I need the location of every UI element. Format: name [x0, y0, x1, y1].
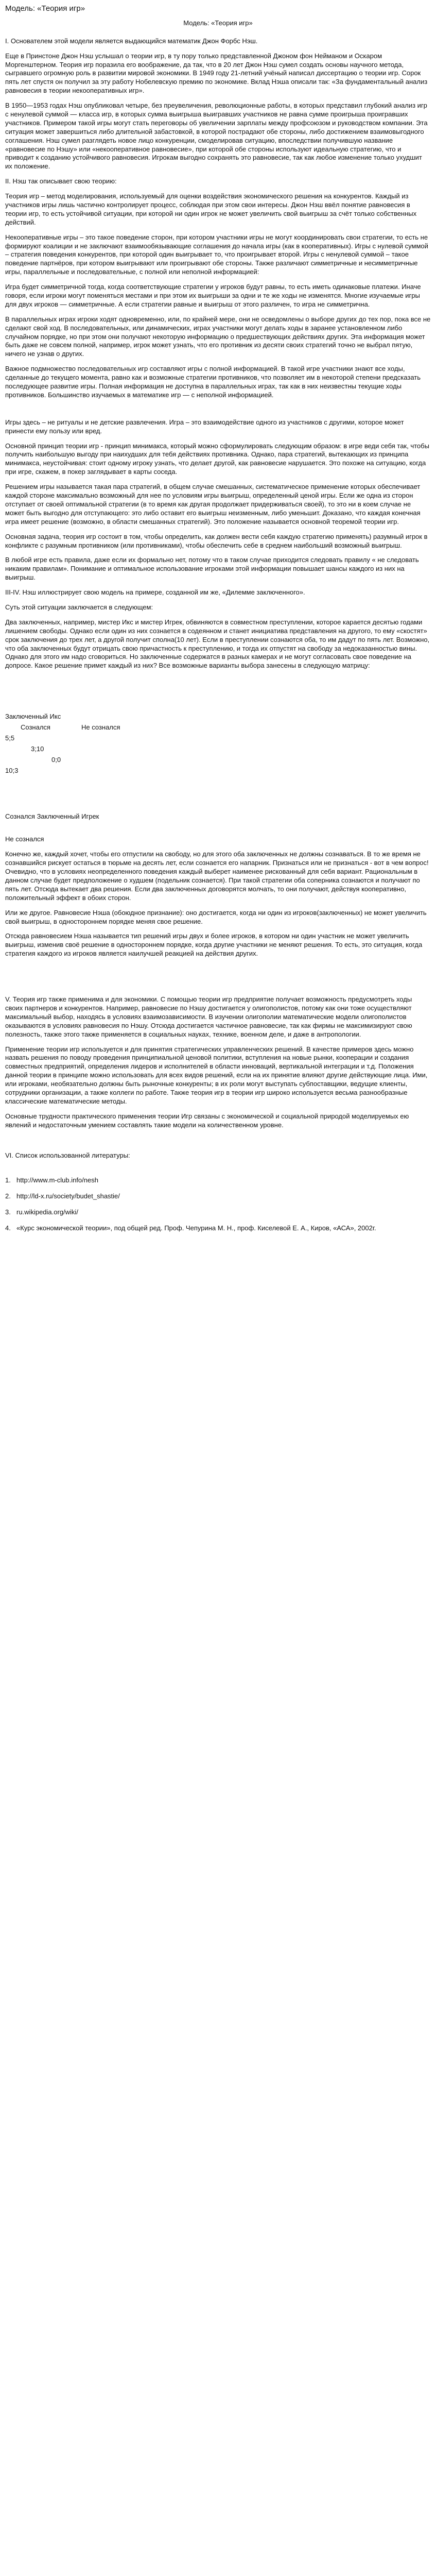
- matrix-cell: 3;10: [31, 744, 44, 753]
- paragraph: Конечно же, каждый хочет, чтобы его отпустили на свободу, но для этого оба заключенных не должны сознаваться. В то же время не сознавшийся рискует остаться в тюрьме на десять лет, если сознается его напарник. Признаться или не признаться - вот в чем вопрос! Очевидно, что в условиях неопределенного поведения каждый выберет наименее рискованный для себя вариант. Рациональным в данном случае будет предположение о худшем (подельник сознается). При такой стратегии оба соперника сознаются и получают по пять лет. Отсюда вытекает два решения. Если два заключенных договорятся молчать, то они получают, действуя кооперативно, положительный эффект в обоих сторон.: [5, 850, 429, 902]
- paragraph: Важное подмножество последовательных игр составляют игры с полной информацией. В такой игре участники знают все ходы, сделанные до текущего момента, равно как и возможные стратегии противников, что позволяет им в некоторой степени предсказать последующее развитие игры. Полная информация не доступна в параллельных играх, так как в них неизвестны текущие ходы противников. Большинство изучаемых в математике игр — с неполной информацией.: [5, 365, 421, 399]
- matrix-header-row: [5, 723, 431, 732]
- paragraph: Применение теории игр используется и для принятия стратегических управленческих решений. В качестве примеров здесь можно назвать решения по поводу проведения принципиальной ценовой политики, вступления на новые рынки, кооперации и создания совместных предприятий, определения лидеров и исполнителей в области инноваций, вертикальной интеграции и т.д. Положения данной теории в принципе можно использовать для всех видов решений, если на их принятие влияют другие действующие лица. Ими, или игроками, необязательно должны быть рыночные конкуренты; в их роли могут выступать субпоставщики, ведущие клиенты, сотрудники организации, а также коллеги по работе. Также теория игр в теории игр широко используется весьма разнообразные классические математические методы.: [5, 1045, 428, 1105]
- paragraph: Основная задача, теория игр состоит в том, чтобы определить, как должен вести себя каждую стратегию применять) разумный игрок в конфликте с разумным противником (или противниками), чтобы обеспечить себе в среднем наибольший возможный выигрыш.: [5, 532, 428, 549]
- paragraph: III-IV. Нэш иллюстрирует свою модель на примере, созданной им же, «Дилемме заключенного».: [5, 588, 305, 597]
- spacer: [5, 1136, 431, 1151]
- paragraph: Решением игры называется такая пара стратегий, в общем случае смешанных, систематическое применение которых обеспечивает каждой стороне максимально возможный для нее по условиям игры выигрыш, определенный ценой игры. Если же одна из сторон отступает от своей оптимальной стратегии (в то время как другая продолжает придерживаться своей), то это ни в коем случае не может быть выгодно для отступающего: это либо оставит его выигрыш неизменным, либо уменьшит. Доказано, что каждая конечная игра имеет решение (возможно, в области смешанных стратегий). Это положение называется основной теоремой теории игр.: [5, 483, 421, 526]
- document-page: [0, 4, 436, 1233]
- matrix-row-label: Сознался Заключенный Игрек: [5, 812, 99, 820]
- paragraph: В любой игре есть правила, даже если их формально нет, потому что в таком случае приходится следовать правилу « не следовать никаким правилам». Понимание и оптимальное использование игроками этой информации повышает шансы каждого из них на выигрыш.: [5, 556, 419, 582]
- reference-item: 2. http://ld-x.ru/society/budet_shastie/: [5, 1192, 120, 1200]
- paragraph: Игры здесь – не ритуалы и не детские развлечения. Игра – это взаимодействие одного из участников с другими, которое может принести ему пользу или вред.: [5, 418, 404, 435]
- paragraph: Теория игр – метод моделирования, используемый для оценки воздействия экономического решения на конкурентов. Каждый из участников игры лишь частично контролирует процесс, соблюдая при этом свои интересы. Джон Нэш ввёл понятие равновесия в теории игр, то есть устойчивой ситуации, при которой ни один игрок не может увеличить свой выигрыш за счёт только собственных действий.: [5, 192, 417, 226]
- matrix-title: Заключенный Икс: [5, 713, 61, 721]
- paragraph: I. Основателем этой модели является выдающийся математик Джон Форбс Нэш.: [5, 37, 258, 45]
- paragraph: Отсюда равновесием Нэша называется тип решений игры двух и более игроков, в котором ни один участник не может увеличить выигрыш, изменив своё решение в одностороннем порядке, когда другие участники не меняют решения. То есть, это ситуация, когда стратегия каждого из игроков является наилучшей реакцией на действия других.: [5, 932, 423, 958]
- reference-link[interactable]: http://ld-x.ru/society/budet_shastie/: [16, 1192, 120, 1200]
- spacer: [5, 676, 431, 713]
- paragraph: Игра будет симметричной тогда, когда соответствующие стратегии у игроков будут равны, то есть иметь одинаковые платежи. Иначе говоря, если игроки могут поменяться местами и при этом их выигрыши за одни и те же ходы не изменятся. Многие изучаемые игры для двух игроков — симметричные. А если стратегии равные и выигрыш от этого различен, то игра не симметрична.: [5, 283, 421, 308]
- matrix-col-not-confessed: Не сознался: [81, 723, 120, 732]
- paragraph: В 1950—1953 годах Нэш опубликовал четыре, без преувеличения, революционные работы, в которых представил глубокий анализ игр с ненулевой суммой — класса игр, в которых сумма выигрыша выигравших участников не равна сумме проигрыша проигравших участников. Примером такой игры могут стать переговоры об увеличении зарплаты между профсоюзом и руководством компании. Эта ситуация может завершиться либо длительной забастовкой, в которой пострадают обе стороны, либо достижением взаимовыгодного соглашения. Нэш сумел разглядеть новое лицо конкуренции, смоделировав ситуацию, впоследствии получившую название «равновесие по Нэшу» или «некооперативное равновесие», при которой обе стороны используют идеальную стратегию, что и приводит к созданию устойчивого равновесия. Игрокам выгодно сохранять это равновесие, так как любое изменение только ухудшит их положение.: [5, 101, 428, 171]
- matrix-cell: 10;3: [5, 766, 19, 774]
- reference-link[interactable]: ru.wikipedia.org/wiki/: [16, 1208, 78, 1216]
- references-title: VI. Список использованной литературы:: [5, 1151, 130, 1159]
- payoff-matrix: [5, 713, 431, 844]
- paragraph: II. Нэш так описывает свою теорию:: [5, 177, 117, 185]
- paragraph: Основной принцип теории игр - принцип минимакса, который можно сформулировать следующим образом: в игре веди себя так, чтобы получить наибольшую выгоду при наихудших для тебя действиях противника. Однако, пара стратегий, вытекающих из принципа минимакса, неустойчивая: стоит одному игроку узнать, что делает другой, как равновесие нарушается. Это похоже на ситуацию, когда при игре, скажем, в покер заглядывает в карты соседа.: [5, 442, 429, 476]
- reference-text: «Курс экономической теории», под общей ред. Проф. Чепурина М. Н., проф. Киселевой Е. А., Киров, «АСА», 2002г.: [16, 1224, 376, 1232]
- document-title: Модель: «Теория игр»: [5, 4, 85, 13]
- reference-item: 4. «Курс экономической теории», под общей ред. Проф. Чепурина М. Н., проф. Киселевой Е. А., Киров, «АСА», 2002г.: [5, 1224, 376, 1232]
- paragraph: Два заключенных, например, мистер Икс и мистер Игрек, обвиняются в совместном преступлении, которое карается десятью годами лишением свободы. Однако если один из них сознается в содеянном и станет инициатива представления на другого, то ему «скостят» срок заключения до трех лет, а другой получит сполна(10 лет). Если в преступлении сознаются оба, то им дадут по пять лет. Возможно, что оба заключенных будут отрицать свою причастность к преступлению, и тогда их отпустят на свободу за недоказанностью вины. Однако для этого им надо сговориться. Но заключенные содержатся в разных камерах и не могут согласовать свое поведение на допросе. Какое решение примет каждый из них? Все возможные варианты выбора занесены в следующую матрицу:: [5, 618, 430, 670]
- paragraph: V. Теория игр также применима и для экономики. С помощью теории игр предприятие получает возможность предусмотреть ходы своих партнеров и конкурентов. Например, равновесие по Нэшу достигается у олигополистов, потому как они тоже осуществляют максимальный выбор, находясь в условиях взаимозависимости. В изучении олигополии математические модели олигополистов оказываются в условиях равновесия по Нэшу. Отсюда достигается частичное равновесие, так как фирмы не максимизируют свою полезность, также этого также применяется в социальных науках, технике, военном деле, и даже в антропологии.: [5, 995, 412, 1038]
- spacer: [5, 964, 431, 995]
- reference-item: 3. ru.wikipedia.org/wiki/: [5, 1208, 78, 1216]
- paragraph: В параллельных играх игроки ходят одновременно, или, по крайней мере, они не осведомлены о выборе других до тех пор, пока все не сделают свой ход. В последовательных, или динамических, играх участники могут делать ходы в заранее установленном либо случайном порядке, но при этом они получают некоторую информацию о предшествующих действиях других. Эта информация может быть даже не совсем полной, например, игрок может узнать, что его противник из десяти своих стратегий точно не выбрал пятую, ничего не узнав о других.: [5, 315, 431, 358]
- matrix-row-label: Не сознался: [5, 835, 44, 843]
- document-subtitle: Модель: «Теория игр»: [183, 19, 253, 27]
- spacer: [5, 827, 431, 835]
- matrix-col-confessed: Сознался: [21, 723, 50, 732]
- paragraph: Суть этой ситуации заключается в следующем:: [5, 603, 153, 611]
- matrix-cell: 5;5: [5, 734, 15, 742]
- reference-link[interactable]: http://www.m-club.info/nesh: [16, 1176, 98, 1184]
- reference-item: 1. http://www.m-club.info/nesh: [5, 1176, 98, 1184]
- spacer: [5, 782, 431, 812]
- paragraph: Еще в Принстоне Джон Нэш услышал о теории игр, в ту пору только представленной Джоном фон Нейманом и Оскаром Моргенштерном. Теория игр поразила его воображение, да так, что в 20 лет Джон Нэш сумел создать основы научного метода, сыгравшего огромную роль в развитии мировой экономики. В 1949 году 21-летний учёный написал диссертацию о теории игр. Сорок пять лет спустя он получил за эту работу Нобелевскую премию по экономике. Вклад Нэша описали так: «За фундаментальный анализ равновесия в теории некооперативных игр».: [5, 52, 428, 95]
- paragraph: Или же другое. Равновесие Нэша (обоюдное признание): оно достигается, когда ни один из игроков(заключенных) не может увеличить свой выигрыш, в одностороннем порядке меняя свое решение.: [5, 908, 427, 925]
- paragraph: Некооперативные игры – это такое поведение сторон, при котором участники игры не могут координировать свои стратегии, то есть не формируют коалиции и не заключают взаимообязывающие соглашения до начала игры (как в кооперативных). Игры с нулевой суммой – стратегия поведения конкурентов, при которой один выигрывает то, что проигрывает второй. Игры с ненулевой суммой – такое поведение партнёров, при котором выигрывают или проигрывают обе стороны. Также различают симметричные и несимметричные игры, параллельные и последовательные, с полной или неполной информацией:: [5, 233, 428, 276]
- spacer: [5, 1166, 431, 1176]
- matrix-cell: 0;0: [51, 755, 61, 764]
- paragraph: Основные трудности практического применения теории Игр связаны с экономической и социальной природой моделируемых ею явлений и недостаточным умением составлять такие модели на количественном уровне.: [5, 1112, 409, 1129]
- spacer: [5, 406, 431, 418]
